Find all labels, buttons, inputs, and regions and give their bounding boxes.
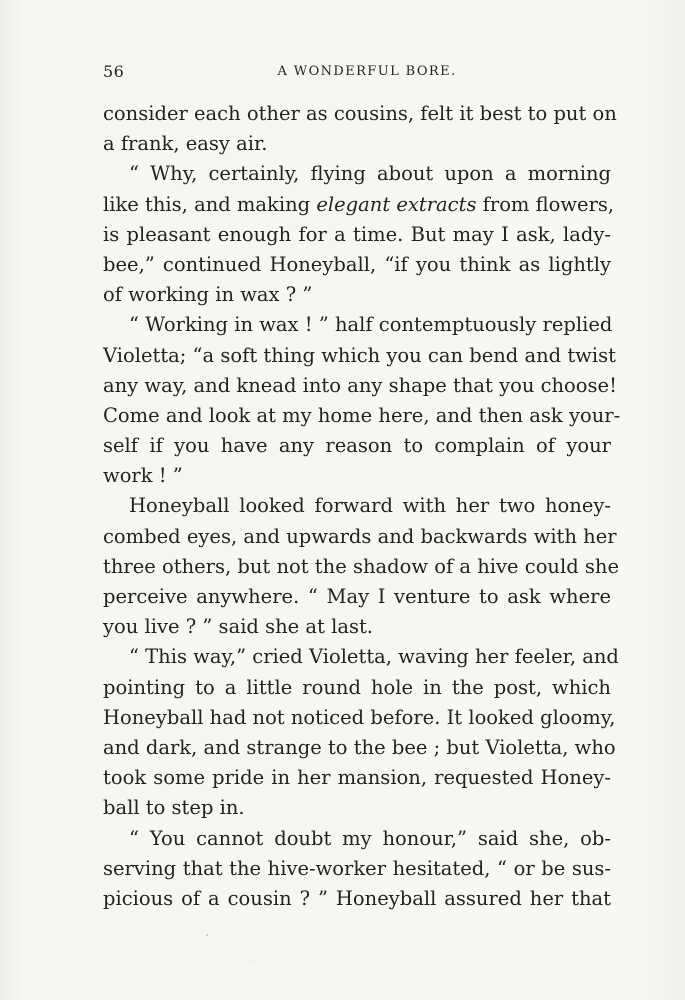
text-line [103, 824, 611, 854]
text-line-content: any way, and knead into any shape that you choose! [103, 373, 617, 397]
text-line-content: three others, but not the shadow of a hive could she [103, 554, 620, 578]
text-line [103, 612, 611, 642]
text-line-content: serving that the hive-worker hesitated, “ or be sus- [103, 856, 611, 880]
text-line-content: “ Why, certainly, flying about upon a morning [129, 162, 611, 186]
text-line [103, 371, 617, 401]
text-line-content: work ! ” [103, 464, 183, 488]
paper-speck [250, 960, 251, 961]
text-line [103, 341, 616, 371]
text-line-content: Honeyball looked forward with her two honey- [129, 494, 611, 518]
text-line [103, 763, 611, 793]
text-line-content: “ This way,” cried Violetta, waving her feeler, and [129, 645, 619, 669]
text-line [103, 401, 621, 431]
text-line-content: a frank, easy air. [103, 132, 268, 156]
text-line-content: ball to step in. [103, 796, 245, 820]
page-number: 56 [103, 62, 125, 81]
text-line [103, 190, 615, 220]
text-line-content: “ You cannot doubt my honour,” said she, ob- [129, 826, 611, 850]
text-line [103, 220, 611, 250]
italic-phrase: elegant extracts [316, 192, 477, 216]
text-line-content: picious of a cousin ? ” Honeyball assured her that [103, 886, 611, 910]
text-line-content: pointing to a little round hole in the post, which [103, 675, 611, 699]
text-line-content: bee,” continued Honeyball, “if you think as lightly [103, 252, 611, 276]
text-line [103, 522, 617, 552]
text-line [103, 673, 611, 703]
text-line-content: is pleasant enough for a time. But may I ask, lady- [103, 222, 611, 246]
text-line-content: from flowers, [476, 192, 615, 216]
text-line [103, 280, 611, 310]
text-line [103, 733, 616, 763]
running-head: A WONDERFUL BORE. [277, 64, 457, 79]
text-line [103, 431, 611, 461]
text-line [103, 793, 611, 823]
text-line [103, 642, 619, 672]
text-line-content: “ Working in wax ! ” half contemptuously replied [129, 313, 613, 337]
text-line [103, 99, 617, 129]
text-line-content: self if you have any reason to complain of your [103, 434, 611, 458]
paper-speck [206, 934, 208, 936]
text-line-content: Come and look at my home here, and then ask your- [103, 403, 621, 427]
text-line [103, 159, 611, 189]
text-line [103, 703, 616, 733]
text-line [103, 854, 611, 884]
text-line [103, 491, 611, 521]
page-header [103, 62, 611, 84]
text-line-content: combed eyes, and upwards and backwards with her [103, 524, 617, 548]
text-line-content: perceive anywhere. “ May I venture to ask where [103, 585, 611, 608]
text-line-content: like this, and making [103, 192, 317, 216]
text-line [103, 461, 611, 491]
text-line [103, 582, 611, 612]
text-line-content: Violetta; “a soft thing which you can bend and twist [103, 343, 616, 367]
text-line-content: you live ? ” said she at last. [103, 615, 373, 639]
text-line-content: took some pride in her mansion, requested Honey- [103, 766, 611, 790]
text-line-content: of working in wax ? ” [103, 283, 313, 307]
text-line [103, 310, 611, 340]
text-line [103, 129, 611, 159]
body-text [103, 99, 621, 914]
text-line-content: Honeyball had not noticed before. It looked gloomy, [103, 705, 616, 729]
text-line [103, 552, 620, 582]
text-line-content: and dark, and strange to the bee ; but Violetta, who [103, 735, 616, 759]
text-line [103, 884, 611, 914]
text-line-content: consider each other as cousins, felt it best to put on [103, 102, 617, 125]
text-line [103, 250, 611, 280]
